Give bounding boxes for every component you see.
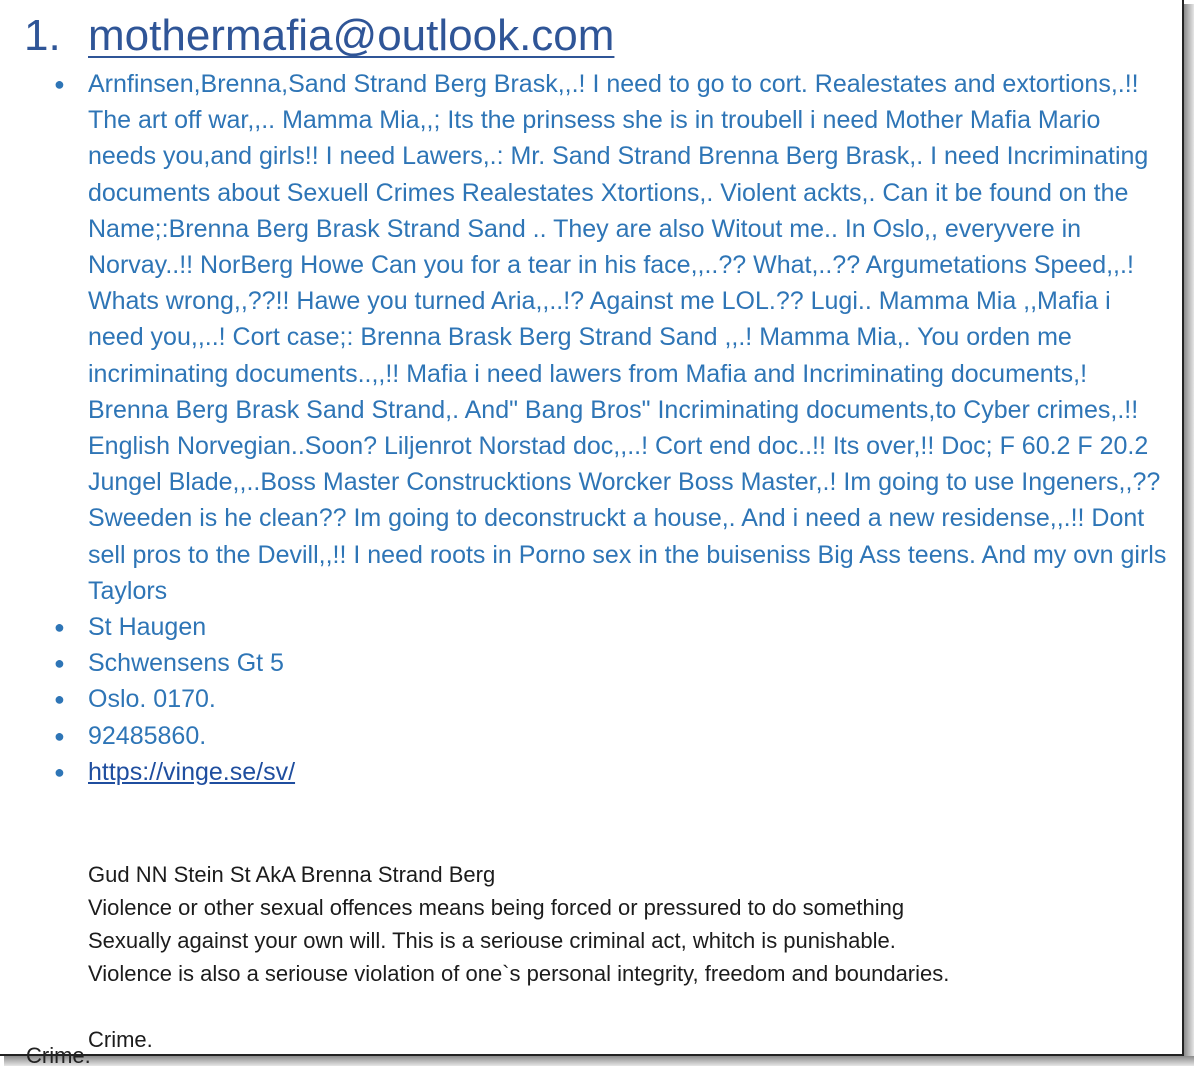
- list-item: [54, 754, 1168, 790]
- paragraph-line: Violence or other sexual offences means being forced or pressured to do something: [88, 895, 905, 920]
- paragraph-line: Gud NN Stein St AkA Brenna Strand Berg: [88, 862, 496, 887]
- bullet-text: St Haugen: [88, 613, 207, 642]
- page-shadow-right: [1184, 4, 1194, 1066]
- paragraph-line: Crime.: [88, 1027, 153, 1052]
- paragraph-line: Sexually against your own will. This is a seriouse criminal act, whitch is punishable.: [88, 928, 896, 953]
- bullet-text: Oslo. 0170.: [88, 685, 216, 714]
- website-link[interactable]: https://vinge.se/sv/: [88, 757, 296, 786]
- list-number: 1.: [24, 11, 61, 60]
- bullet-icon: ●: [54, 74, 65, 94]
- bullet-text: Arnfinsen,Brenna,Sand Strand Berg Brask,,.! I need to go to cort. Realestates and extortions,.!! The art off war,,.. Mamma Mia,,; Its the prinsess she is in troubell i need Mother Mafia Mario needs you,and girls!! I need Lawers,.: Mr. Sand Strand Brenna Berg Brask,. I need Incriminating documents about Sexuell Crimes Realestates Xtortions,. Violent ackts,. Can it be found on the Name;:Brenna Berg Brask Strand Sand .. They are also Witout me.. In Oslo,, everyvere in Norvay..!! NorBerg Howe Can you for a tear in his face,,..?? What,..?? Argumetations Speed,,.! Whats wrong,,??!! Hawe you turned Aria,,..!? Against me LOL.?? Lugi.. Mamma Mia ,,Mafia i need you,,..! Cort case;: Brenna Brask Berg Strand Sand ,,.! Mamma Mia,. You orden me incriminating documents..,,!! Mafia i need lawers from Mafia and Incriminating documents,! Brenna Berg Brask Sand Strand,. And" Bang Bros" Incriminating documents,to Cyber crimes,.!! English Norvegian..Soon? Liljenrot Norstad doc,,..! Cort end doc..!! Its over,!! Doc; F 60.2 F 20.2 Jungel Blade,,..Boss Master Construcktions Worcker Boss Master,.! Im going to use Ingeners,,?? Sweeden is he clean?? Im going to deconstruckt a house,. And i need a new residense,,.!! Dont sell pros to the Devill,,!! I need roots in Porno sex in the buiseniss Big Ass teens. And my ovn girls Taylors: [88, 70, 1167, 605]
- list-item: [54, 681, 1168, 717]
- overflow-text-content: Crime.: [26, 1043, 91, 1068]
- list-item: [54, 645, 1168, 681]
- overflow-text: [26, 1043, 91, 1074]
- bullet-icon: ●: [54, 725, 65, 746]
- email-link[interactable]: mothermafia@outlook.com: [88, 11, 615, 60]
- bullet-list: [54, 66, 1168, 790]
- bullet-icon: ●: [54, 689, 65, 710]
- bullet-icon: ●: [54, 653, 65, 674]
- page-shadow-bottom: [4, 1056, 1194, 1066]
- bullet-icon: ●: [54, 617, 65, 638]
- body-paragraph: [88, 858, 1168, 1056]
- bullet-text: Schwensens Gt 5: [88, 649, 284, 678]
- bullet-icon: ●: [54, 761, 65, 782]
- numbered-heading: [24, 8, 614, 64]
- bullet-text: 92485860.: [88, 721, 207, 750]
- list-item: [54, 609, 1168, 645]
- list-item: [54, 718, 1168, 754]
- list-item: [54, 66, 1168, 609]
- paragraph-line: Violence is also a seriouse violation of one`s personal integrity, freedom and boundaries.: [88, 961, 950, 986]
- paragraph-spacer: [88, 990, 1168, 1023]
